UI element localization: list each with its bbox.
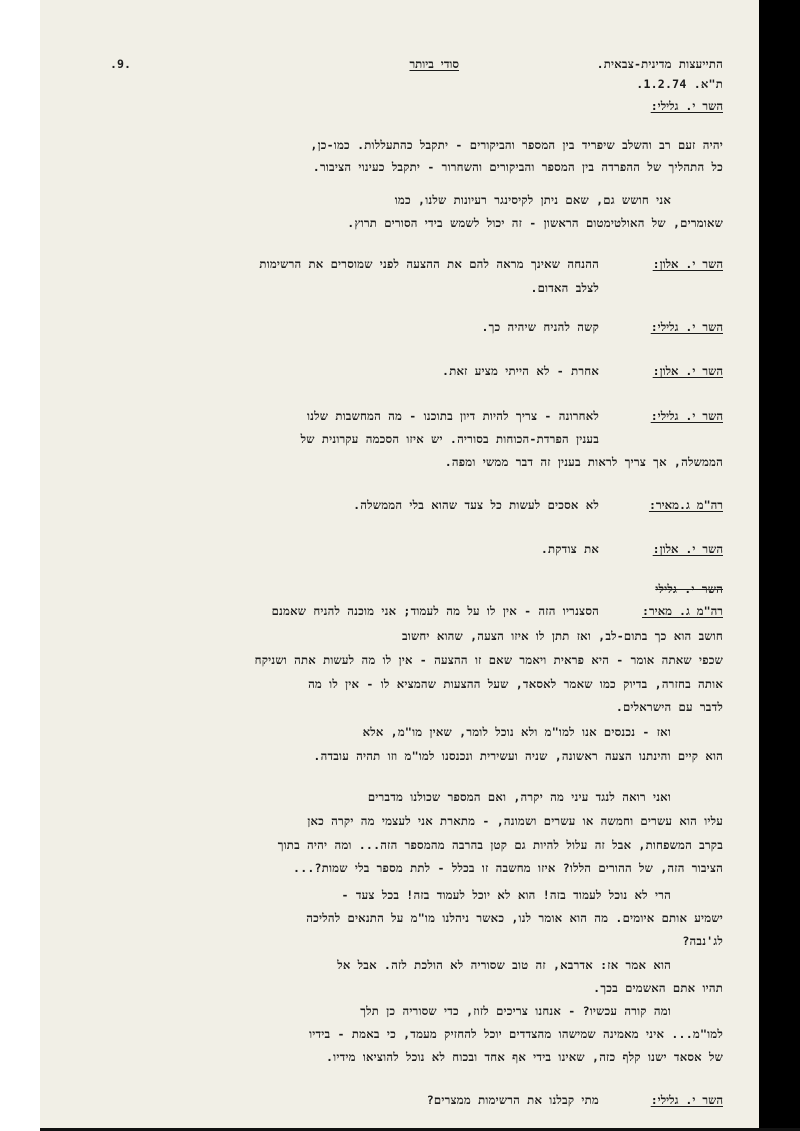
text-line: בענין הפרדת-הכוחות בסוריה. יש איזו הסכמה עקרונית של [300, 432, 599, 446]
text-line: שאומרים, של האולטימטום הראשון - זה יכול לשמש בידי הסורים תרוץ. [347, 216, 723, 230]
text-line: אותה בחזרה, בדיוק כמו שאמר לאסאד, שעל ההצעות שהמציא לו - אין לו מה [308, 677, 723, 691]
page-number: .9. [110, 57, 131, 71]
text-line: קשה להניח שיהיה כך. [481, 320, 599, 334]
text-line: ההנחה שאינך מראה להם את ההצעה לפני שמוסרים את הרשימות [259, 257, 599, 271]
text-line: ואז - נכנסים אנו למו"מ ולא נוכל לומר, שאין מו"מ, אלא [362, 725, 671, 739]
text-line: לצלב האדום. [530, 281, 599, 295]
text-line: כל התהליך של ההפרדה בין המספר והביקורים והשחרור - יתקבל כעינוי הציבור. [312, 160, 723, 174]
speaker-label: השר י. אלון: [652, 542, 723, 556]
text-line: למו"מ... איני מאמינה שמישהו מהצדדים יוכל להחזיק מעמד, כי באמת - בידיו [309, 1027, 723, 1041]
speaker-label: השר י. אלון: [652, 257, 723, 271]
text-line: ומה קורה עכשיו? - אנחנו צריכים לזוז, כדי שסוריה כן תלך [360, 1004, 671, 1018]
document-date: ת"א. 1.2.74. [636, 77, 723, 91]
scan-edge-bar [759, 0, 800, 1131]
text-line: אחרת - לא הייתי מציע זאת. [442, 364, 599, 378]
text-line: ישמיע אותם איומים. מה הוא אומר לנו, כאשר ניהלנו מו"מ על התנאים להליכה [306, 911, 723, 925]
text-line: עליו הוא עשרים וחמשה או עשרים ושמונה, - מתארת אני לעצמי מה יקרה כאן [307, 814, 723, 828]
classification-mark: סודי ביותר [409, 57, 459, 71]
text-line: תהיו אתם האשמים בכך. [593, 981, 723, 995]
text-line: ואני רואה לנגד עיני מה יקרה, ואם המספר שכולנו מדברים [367, 790, 671, 804]
struck-speaker-label: השר י. גלילי [655, 582, 723, 596]
speaker-label: השר י. אלון: [652, 364, 723, 378]
text-line: הוא קיים והינתנו הצעה ראשונה, שניה ועשירית ונכנסנו למו"מ וזו תהיה עובדה. [313, 749, 723, 763]
text-line: מתי קבלנו את הרשימות ממצרים? [426, 1093, 599, 1107]
text-line: לג'נבה? [682, 934, 723, 948]
text-line: הוא אמר אז: אדרבא, זה טוב שסוריה לא הולכת לזה. אבל אל [337, 958, 671, 972]
speaker-label: השר י. גלילי: [650, 409, 723, 423]
speaker-label: השר י. גלילי: [650, 320, 723, 334]
speaker-label: רה"מ ג. מאיר: [641, 604, 723, 618]
text-line: לדבר עם הישראלים. [615, 700, 723, 714]
text-line: לא אסכים לעשות כל צעד שהוא בלי הממשלה. [353, 498, 599, 512]
speaker-label: השר י. גלילי: [650, 1093, 723, 1107]
text-line: שכפי שאתה אומר - היא פראית ויאמר שאם זו ההצעה - אין לו מה לעשות אתה ושניקח [254, 653, 723, 667]
text-line: הרי לא נוכל לעמוד בזה! הוא לא יוכל לעמוד בזה! בכל צעד - [341, 888, 671, 902]
speaker-label: השר י. גלילי: [650, 99, 723, 113]
text-line: יהיה זעם רב והשלב שיפריד בין המספר והביקורים - יתקבל כהתעללות. כמו-כן, [310, 138, 723, 152]
organization-title: התייעצות מדינית-צבאית. [596, 57, 723, 71]
document-page [40, 0, 759, 1131]
text-line: הסצנריו הזה - אין לו על מה לעמוד; אני מוכנה להניח שאמנם [271, 604, 599, 618]
text-line: בקרב המשפחות, אבל זה עלול להיות גם קטן בהרבה מהמספר הזה... ומה יהיה בתוך [277, 838, 723, 852]
text-line: של אסאד ישנו קלף כזה, שאינו בידי אף אחד ובכוח לא נוכל להוציאו מידיו. [325, 1050, 723, 1064]
text-line: אני חושש גם, שאם ניתן לקיסינגר רעיונות שלנו, כמו [394, 193, 671, 207]
text-line: חושב הוא כך בתום-לב, ואז תתן לו איזו הצעה, שהוא יחשוב [401, 629, 723, 643]
text-line: הממשלה, אך צריך לראות בענין זה דבר ממשי ומפה. [444, 455, 723, 469]
text-line: את צודקת. [540, 542, 599, 556]
text-line: הציבור הזה, של ההורים הללו? איזו מחשבה זו בכלל - לתת מספר בלי שמות?... [293, 861, 723, 875]
speaker-label: רה"מ ג.מאיר: [648, 498, 723, 512]
text-line: לאחרונה - צריך להיות דיון בתוכנו - מה המחשבות שלנו [307, 409, 599, 423]
